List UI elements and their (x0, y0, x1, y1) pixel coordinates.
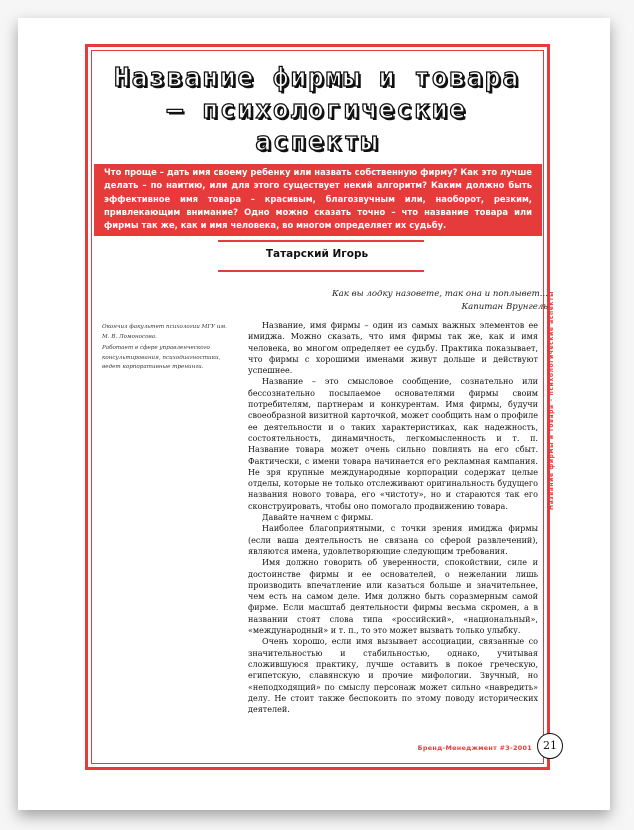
article-title (96, 62, 538, 158)
epigraph-source: Капитан Врунгель (461, 302, 548, 312)
magazine-issue: Бренд-Менеджмент #3-2001 (417, 744, 532, 752)
author-bio (102, 323, 236, 375)
paragraph: Давайте начнем с фирмы. (262, 513, 374, 523)
paragraph: Название, имя фирмы – один из самых важных элементов ее имиджа. Можно сказать, что имя фирмы так же, как и имя человека, во многом определяет ее судьбу. Практика показывает, что фирмы с хорошими именами живут дольше и действуют успешнее. (248, 321, 538, 376)
bio-line: Работает в сфере управленческого консультирования, психодиагностики, ведет корпоративные тренинги. (102, 345, 221, 371)
lead-box (94, 164, 542, 236)
paragraph: Наиболее благоприятными, с точки зрения имиджа фирмы (если ваша деятельность не связана со сферой развлечений), являются имена, удовлетворяющие следующим требования. (248, 524, 538, 556)
paragraph: Название – это смысловое сообщение, сознательно или бессознательно посылаемое основателями фирмы своим потребителям, партнерам и конкурентам. Имя фирмы, будучи своеобразной визитной карточкой, может сообщить нам о профиле ее деятельности и о таких характеристиках, как надежность, состоятельность, динамичность, легкомысленность и т. п. Название товара может очень сильно повлиять на его сбыт. Фактически, с имени товара начинается его рекламная кампания. Не зря крупные международные корпорации содержат целые отделы, которые не только отслеживают оригинальность будущего названия нового товара, его «чистоту», но и стараются так его сконструировать, чтобы оно помогало продвижению товара. (248, 377, 538, 511)
paragraph: Очень хорошо, если имя вызывает ассоциации, связанные со значительностью и стабильностью, однако, учитывая сложившуюся практику, лучше оставить в покое греческую, египетскую, славянскую и прочие мифологии. Звучный, но «неподходящий» по смыслу персонаж может сильно «навредить» делу. Не стоит также беспокоить по этому поводу исторических деятелей. (248, 637, 538, 715)
epigraph (288, 288, 548, 314)
epigraph-quote: Как вы лодку назовете, так она и поплывет... (332, 289, 548, 299)
article-body (248, 320, 538, 715)
paragraph: Имя должно говорить об уверенности, спокойствии, силе и достоинстве фирмы и ее основателей, о нежелании лишь производить впечатление или казаться больше и значительнее, чем есть на самом деле. Имя должно быть соразмерным самой фирме. Если масштаб деятельности фирмы весьма скромен, а в названии стоят слова типа «российский», «национальный», «международный» и т. п., то это может вызвать только улыбку. (248, 558, 538, 636)
author-rule-top (218, 240, 424, 242)
page-number: 21 (537, 733, 563, 759)
author-name: Татарский Игорь (265, 248, 369, 260)
title-line: – психологические (166, 95, 468, 125)
lead-text: Что проще – дать имя своему ребенку или назвать собственную фирму? Как это лучше делать – по наитию, или для этого существует некий алгоритм? Каким должно быть эффективное имя товара – красивым, благозвучным или, наоборот, резким, привлекающим внимание? Одно можно сказать точно – что название товара или фирмы так же, как и имя человека, во многом определяет их судьбу. (104, 167, 532, 231)
author-rule-bottom (218, 270, 424, 272)
title-line: Название фирмы и товара (113, 63, 521, 93)
running-head: Название фирмы и товара – психологические аспекты (548, 290, 555, 510)
bio-line: Окончил факультет психологии МГУ им. М. В. Ломоносова. (102, 324, 227, 340)
title-line: аспекты (255, 127, 379, 157)
